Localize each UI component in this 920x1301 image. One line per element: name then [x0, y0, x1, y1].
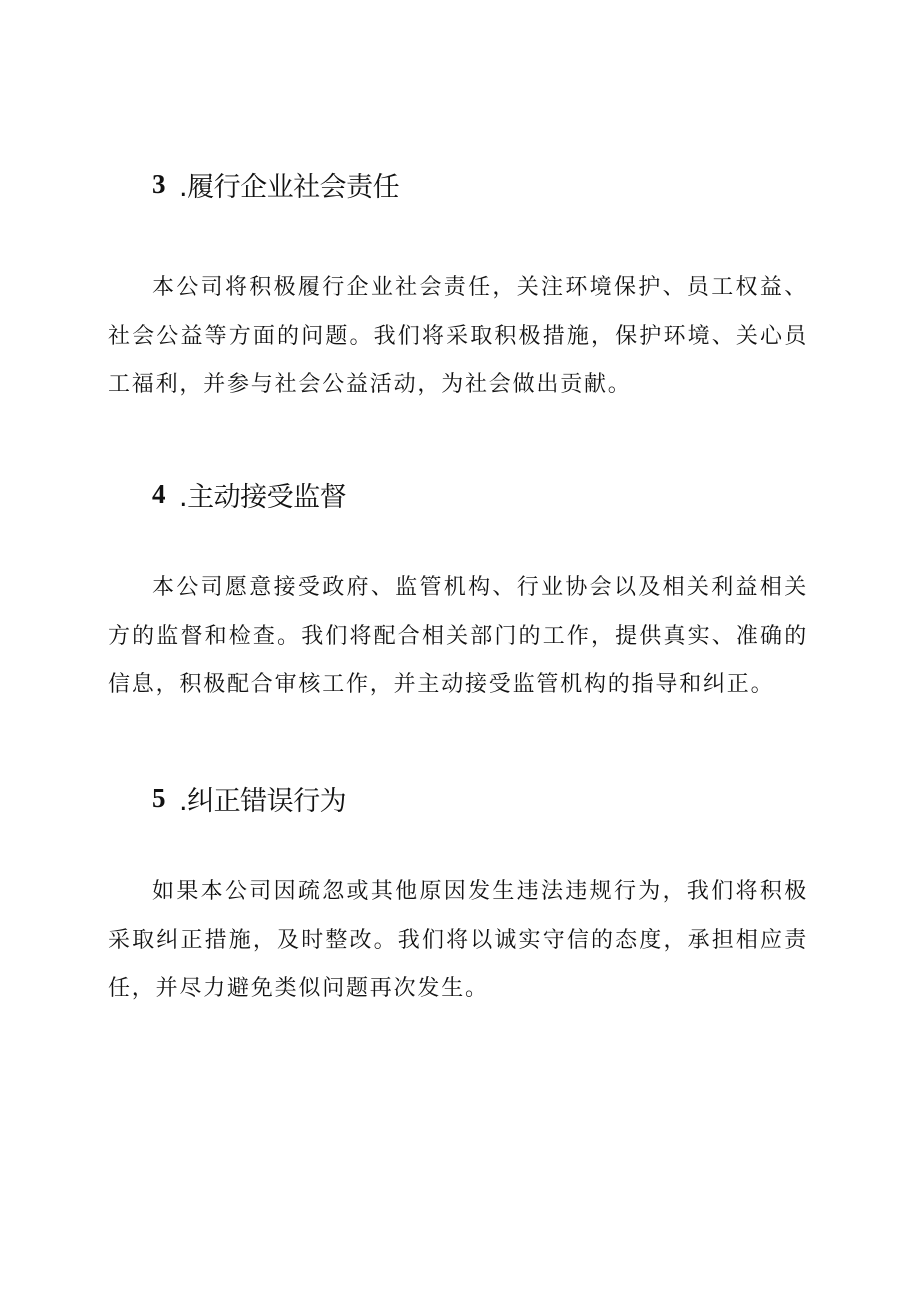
section-5-body: 如果本公司因疏忽或其他原因发生违法违规行为，我们将积极采取纠正措施，及时整改。我们将以诚实守信的态度，承担相应责任，并尽力避免类似问题再次发生。 — [108, 879, 808, 1001]
section-3-title: .履行企业社会责任 — [179, 171, 400, 203]
section-3-body: 本公司将积极履行企业社会责任，关注环境保护、员工权益、社会公益等方面的问题。我们将采取积极措施，保护环境、关心员工福利，并参与社会公益活动，为社会做出贡献。 — [108, 275, 808, 397]
section-3-number: 3 — [152, 168, 165, 199]
section-5-title: .纠正错误行为 — [179, 785, 347, 817]
section-4-title: .主动接受监督 — [179, 481, 347, 513]
section-5-heading — [152, 780, 346, 816]
section-4-heading — [152, 476, 346, 512]
section-3-heading — [152, 166, 399, 202]
section-4-number: 4 — [152, 478, 165, 509]
section-4-body: 本公司愿意接受政府、监管机构、行业协会以及相关利益相关方的监督和检查。我们将配合相关部门的工作，提供真实、准确的信息，积极配合审核工作，并主动接受监管机构的指导和纠正。 — [108, 575, 808, 697]
section-5-number: 5 — [152, 782, 165, 813]
